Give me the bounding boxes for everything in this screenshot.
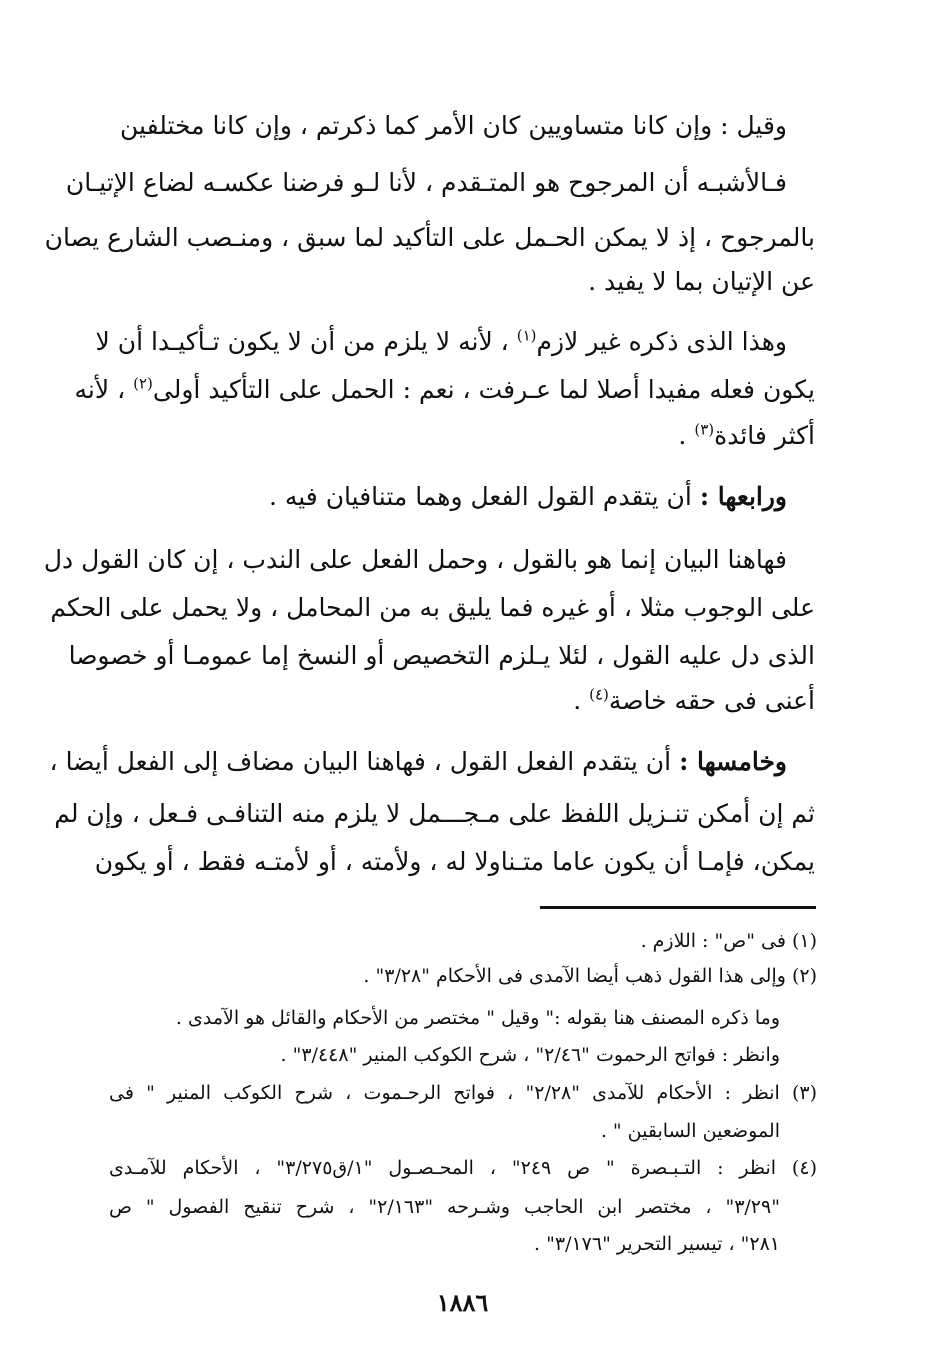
text-run: فـالأشبـه أن المرجوح هو المتـقدم ، لأنا لـو فرضنا عكسـه لضاع الإتيـان — [65, 168, 787, 197]
footnote-text: "٣/٢٩" ، مختصر ابن الحاجب وشـرحه "٢/١٦٣" ، شرح تنقيح الفصول " ص — [109, 1196, 780, 1218]
text-run: ، لأنه لا يلزم من أن لا يكون تـأكيـدا أن لا — [95, 327, 517, 356]
footnote-marker: (٢) — [133, 374, 153, 393]
footnote-continuation — [109, 1229, 780, 1260]
text-run: أن يتقدم القول الفعل وهما متنافيان فيه . — [268, 482, 700, 511]
paragraph-line — [43, 540, 787, 580]
footnote-marker: (٤) — [589, 685, 609, 704]
paragraph-line — [109, 477, 787, 517]
text-run: وهذا الذى ذكره غير لازم — [536, 327, 787, 356]
text-run: ثم إن أمكن تنـزيل اللفظ على مـجـــمل لا يلزم منه التنافـى فـعل ، وإن لم — [54, 799, 815, 828]
footnote-text: وانظر : فواتح الرحموت "٢/٤٦" ، شرح الكوكب المنير "٣/٤٤٨" . — [280, 1044, 780, 1066]
text-run: يكون فعله مفيدا أصلا لما عـرفت ، نعم : الحمل على التأكيد أولى — [152, 375, 815, 404]
section-lead: وخامسها : — [679, 747, 787, 776]
footnote-text: (١) فى "ص" : اللازم . — [640, 930, 817, 952]
paragraph-line — [49, 742, 787, 782]
footnote-divider — [540, 906, 816, 909]
footnote-text: الموضعين السابقين " . — [600, 1120, 780, 1142]
text-run: وقيل : وإن كانا متساويين كان الأمر كما ذكرتم ، وإن كانا مختلفين — [120, 111, 787, 140]
paragraph-line — [65, 163, 787, 203]
paragraph-line — [109, 262, 815, 302]
footnote-marker: (١) — [516, 326, 537, 345]
footnote — [109, 1153, 817, 1184]
text-run: على الوجوب مثلا ، أو غيره فما يليق به من المحامل ، ولا يحمل على الحكم — [50, 593, 815, 622]
section-lead: ورابعها : — [699, 482, 787, 511]
text-run: . — [573, 686, 590, 715]
paragraph-line — [95, 322, 787, 362]
text-run: يمكن، فإمـا أن يكون عاما متـناولا له ، ولأمته ، أو لأمتـه فقط ، أو يكون — [94, 847, 815, 876]
text-run: فهاهنا البيان إنما هو بالقول ، وحمل الفعل على الندب ، إن كان القول دل — [43, 545, 787, 574]
paragraph-line — [109, 416, 815, 456]
text-run: بالمرجوح ، إذ لا يمكن الحـمل على التأكيد لما سبق ، ومنـصب الشارع يصان — [44, 223, 815, 252]
paragraph-line — [44, 218, 815, 258]
page-number: ١٨٨٦ — [436, 1288, 489, 1317]
text-run: الذى دل عليه القول ، لئلا يـلزم التخصيص أو النسخ إما عمومـا أو خصوصا — [68, 641, 815, 670]
footnote — [109, 1078, 817, 1109]
paragraph-line — [94, 842, 815, 882]
text-run: أعنى فى حقه خاصة — [608, 686, 815, 715]
paragraph-line — [54, 794, 815, 834]
footnote-continuation — [109, 1040, 780, 1071]
paragraph-line — [74, 370, 815, 410]
footnote-text: (٢) وإلى هذا القول ذهب أيضا الآمدى فى الأحكام "٣/٢٨" . — [363, 965, 817, 987]
paragraph-line — [109, 681, 815, 721]
footnote-continuation — [109, 1192, 780, 1223]
footnote-text: (٣) انظر : الأحكام للآمدى "٢/٢٨" ، فواتح الرحـموت ، شرح الكوكب المنير " فى — [109, 1082, 817, 1104]
footnote-text: ٢٨١" ، تيسير التحرير "٣/١٧٦" . — [534, 1233, 780, 1255]
footnote-text: (٤) انظر : التـبـصرة " ص ٢٤٩" ، المحـصـول "١/ق٣/٢٧٥" ، الأحكام للآمـدى — [109, 1157, 817, 1179]
footnote-marker: (٣) — [694, 420, 715, 439]
footnote-continuation — [109, 1116, 780, 1147]
text-run: أن يتقدم الفعل القول ، فهاهنا البيان مضاف إلى الفعل أيضا ، — [49, 747, 680, 776]
text-run: ، لأنه — [74, 375, 134, 404]
paragraph-line — [109, 106, 787, 146]
footnote — [109, 961, 817, 992]
paragraph-line — [50, 588, 815, 628]
footnote — [109, 926, 817, 957]
text-run: . — [678, 421, 695, 450]
text-run: عن الإتيان بما لا يفيد . — [588, 267, 815, 296]
text-run: أكثر فائدة — [714, 421, 815, 450]
footnote-text: وما ذكره المصنف هنا بقوله :" وقيل " مختصر من الأحكام والقائل هو الآمدى . — [175, 1007, 780, 1029]
paragraph-line — [68, 636, 815, 676]
footnote-continuation — [109, 1003, 780, 1034]
